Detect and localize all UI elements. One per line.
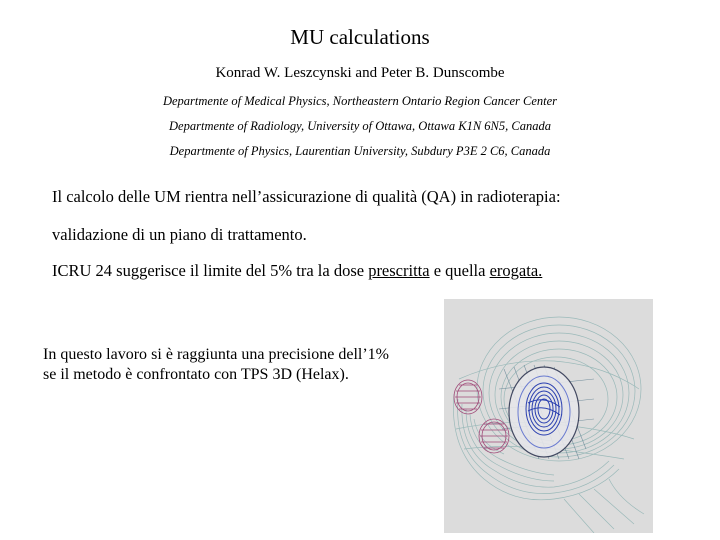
result-paragraph: In questo lavoro si è raggiunta una precisione dell’1% se il metodo è confrontato con TPS 3D (Helax). [43, 346, 389, 383]
affiliation-1: Departmente of Medical Physics, Northeastern Ontario Region Cancer Center [162, 94, 558, 108]
affiliation-2: Departmente of Radiology, University of Ottawa, Ottawa K1N 6N5, Canada [169, 119, 551, 133]
slide-title: MU calculations [290, 25, 430, 49]
affiliation-3: Departmente of Physics, Laurentian University, Subdury P3E 2 C6, Canada [169, 144, 551, 158]
intro-line-1: Il calcolo delle UM rientra nell’assicurazione di qualità (QA) in radioterapia: [52, 187, 561, 206]
head-wireframe-figure [444, 299, 653, 533]
intro-line-3-mid: e quella [429, 261, 490, 280]
intro-line-2: validazione di un piano di trattamento. [52, 225, 307, 244]
authors: Konrad W. Leszcynski and Peter B. Dunscombe [215, 65, 505, 81]
head-wireframe-icon [444, 299, 653, 533]
erogata-underlined: erogata. [489, 261, 543, 280]
intro-line-3-prefix: ICRU 24 suggerisce il limite del 5% tra la dose [52, 261, 369, 280]
intro-line-3 [52, 261, 542, 281]
prescritta-underlined: prescritta [368, 261, 430, 280]
